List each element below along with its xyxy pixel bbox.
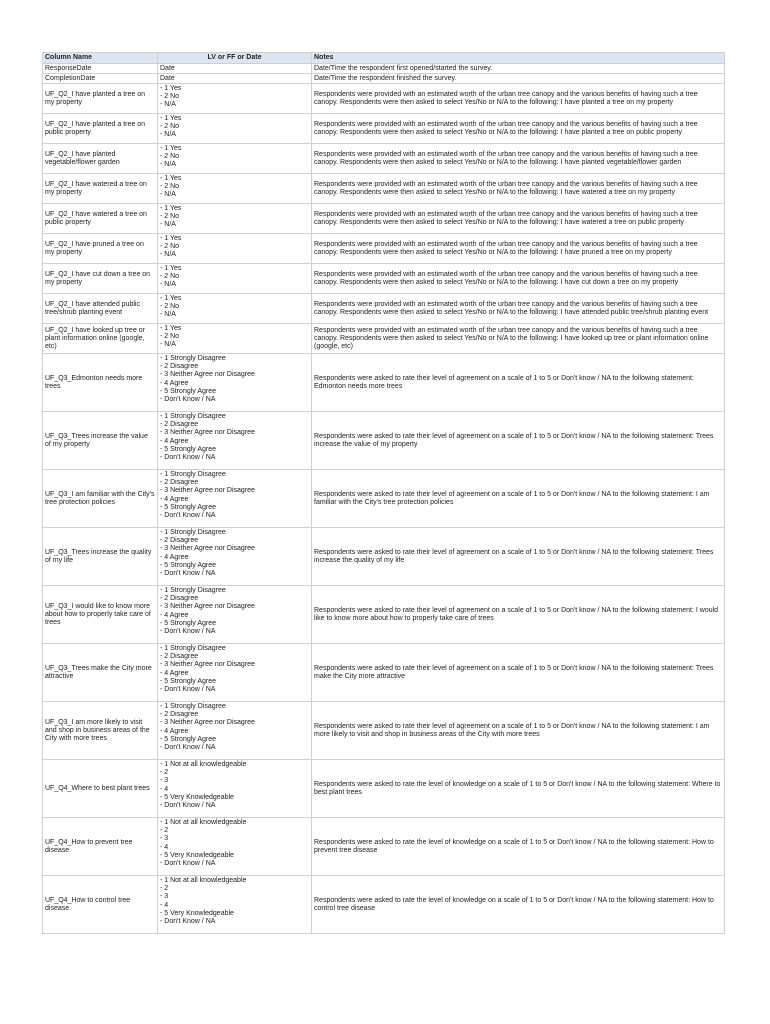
notes-cell: Respondents were asked to rate their level of agreement on a scale of 1 to 5 or Don't know / NA to the following statement: Trees increase the quality of my life [312, 528, 725, 586]
notes-cell: Respondents were asked to rate their level of agreement on a scale of 1 to 5 or Don't know / NA to the following statement: I am familiar with the City's tree protection policies [312, 470, 725, 528]
notes-cell: Respondents were asked to rate the level of knowledge on a scale of 1 to 5 or Don't know / NA to the following statement: Where to best plant trees [312, 760, 725, 818]
table-row [43, 114, 725, 144]
column-name-cell: UF_Q2_I have watered a tree on my property [43, 174, 158, 204]
column-name-cell: UF_Q2_I have watered a tree on public property [43, 204, 158, 234]
header-notes: Notes [312, 53, 725, 64]
notes-cell: Respondents were asked to rate their level of agreement on a scale of 1 to 5 or Don't know / NA to the following statement: I would like to know more about how to properly take care of trees [312, 586, 725, 644]
values-cell: - 1 Yes - 2 No - N/A [158, 234, 312, 264]
table-row [43, 324, 725, 354]
table-row [43, 876, 725, 934]
notes-cell: Respondents were provided with an estimated worth of the urban tree canopy and the various benefits of having such a tree canopy. Respondents were then asked to select Yes/No or N/A to the following: I have attended public tree/shrub planting event [312, 294, 725, 324]
values-cell: - 1 Yes - 2 No - N/A [158, 204, 312, 234]
table-row [43, 412, 725, 470]
column-name-cell: UF_Q2_I have cut down a tree on my property [43, 264, 158, 294]
values-cell: - 1 Not at all knowledgeable - 2 - 3 - 4 - 5 Very Knowledgeable - Don't Know / NA [158, 760, 312, 818]
notes-cell: Respondents were provided with an estimated worth of the urban tree canopy and the various benefits of having such a tree canopy. Respondents were then asked to select Yes/No or N/A to the following: I have watered a tree on public property [312, 204, 725, 234]
values-cell: - 1 Strongly Disagree - 2 Disagree - 3 Neither Agree nor Disagree - 4 Agree - 5 Strongly Agree - Don't Know / NA [158, 412, 312, 470]
notes-cell: Date/Time the respondent finished the survey. [312, 74, 725, 84]
header-values: LV or FF or Date [158, 53, 312, 64]
values-cell: - 1 Strongly Disagree - 2 Disagree - 3 Neither Agree nor Disagree - 4 Agree - 5 Strongly Agree - Don't Know / NA [158, 354, 312, 412]
column-name-cell: UF_Q2_I have planted vegetable/flower garden [43, 144, 158, 174]
table-row [43, 586, 725, 644]
column-name-cell: UF_Q2_I have planted a tree on my property [43, 84, 158, 114]
values-cell: - 1 Strongly Disagree - 2 Disagree - 3 Neither Agree nor Disagree - 4 Agree - 5 Strongly Agree - Don't Know / NA [158, 470, 312, 528]
notes-cell: Respondents were provided with an estimated worth of the urban tree canopy and the various benefits of having such a tree canopy. Respondents were then asked to select Yes/No or N/A to the following: I have planted a tree on public property [312, 114, 725, 144]
notes-cell: Respondents were asked to rate their level of agreement on a scale of 1 to 5 or Don't know / NA to the following statement: Edmonton needs more trees [312, 354, 725, 412]
table-row [43, 64, 725, 74]
table-row [43, 760, 725, 818]
column-name-cell: UF_Q4_Where to best plant trees [43, 760, 158, 818]
column-name-cell: UF_Q3_Edmonton needs more trees [43, 354, 158, 412]
notes-cell: Respondents were provided with an estimated worth of the urban tree canopy and the various benefits of having such a tree canopy. Respondents were then asked to select Yes/No or N/A to the following: I have pruned a tree on my property [312, 234, 725, 264]
column-name-cell: UF_Q2_I have pruned a tree on my property [43, 234, 158, 264]
table-row [43, 702, 725, 760]
notes-cell: Respondents were asked to rate their level of agreement on a scale of 1 to 5 or Don't know / NA to the following statement: Trees make the City more attractive [312, 644, 725, 702]
table-row [43, 470, 725, 528]
values-cell: - 1 Strongly Disagree - 2 Disagree - 3 Neither Agree nor Disagree - 4 Agree - 5 Strongly Agree - Don't Know / NA [158, 528, 312, 586]
notes-cell: Date/Time the respondent first opened/started the survey. [312, 64, 725, 74]
values-cell: - 1 Yes - 2 No - N/A [158, 144, 312, 174]
table-row [43, 644, 725, 702]
column-name-cell: UF_Q2_I have looked up tree or plant information online (google, etc) [43, 324, 158, 354]
notes-cell: Respondents were asked to rate their level of agreement on a scale of 1 to 5 or Don't know / NA to the following statement: Trees increase the value of my property [312, 412, 725, 470]
header-column-name: Column Name [43, 53, 158, 64]
column-name-cell: UF_Q4_How to control tree disease [43, 876, 158, 934]
column-name-cell: UF_Q4_How to prevent tree disease [43, 818, 158, 876]
column-name-cell: UF_Q3_I would like to know more about how to properly take care of trees [43, 586, 158, 644]
column-name-cell: UF_Q3_Trees increase the quality of my life [43, 528, 158, 586]
column-name-cell: UF_Q2_I have planted a tree on public property [43, 114, 158, 144]
values-cell: - 1 Yes - 2 No - N/A [158, 324, 312, 354]
notes-cell: Respondents were asked to rate their level of agreement on a scale of 1 to 5 or Don't know / NA to the following statement: I am more likely to visit and shop in business areas of the City with more trees [312, 702, 725, 760]
table-row [43, 234, 725, 264]
notes-cell: Respondents were asked to rate the level of knowledge on a scale of 1 to 5 or Don't know / NA to the following statement: How to prevent tree disease [312, 818, 725, 876]
column-name-cell: UF_Q3_I am familiar with the City's tree protection policies [43, 470, 158, 528]
values-cell: - 1 Strongly Disagree - 2 Disagree - 3 Neither Agree nor Disagree - 4 Agree - 5 Strongly Agree - Don't Know / NA [158, 702, 312, 760]
values-cell: Date [158, 74, 312, 84]
table-row [43, 818, 725, 876]
notes-cell: Respondents were asked to rate the level of knowledge on a scale of 1 to 5 or Don't know / NA to the following statement: How to control tree disease [312, 876, 725, 934]
notes-cell: Respondents were provided with an estimated worth of the urban tree canopy and the various benefits of having such a tree canopy. Respondents were then asked to select Yes/No or N/A to the following: I have looked up tree or plant information online (google, etc) [312, 324, 725, 354]
table-row [43, 74, 725, 84]
values-cell: - 1 Yes - 2 No - N/A [158, 84, 312, 114]
values-cell: - 1 Yes - 2 No - N/A [158, 114, 312, 144]
column-name-cell: ResponseDate [43, 64, 158, 74]
notes-cell: Respondents were provided with an estimated worth of the urban tree canopy and the various benefits of having such a tree canopy. Respondents were then asked to select Yes/No or N/A to the following: I have cut down a tree on my property [312, 264, 725, 294]
column-name-cell: UF_Q3_Trees increase the value of my property [43, 412, 158, 470]
notes-cell: Respondents were provided with an estimated worth of the urban tree canopy and the various benefits of having such a tree canopy. Respondents were then asked to select Yes/No or N/A to the following: I have planted a tree on my property [312, 84, 725, 114]
values-cell: - 1 Yes - 2 No - N/A [158, 264, 312, 294]
column-name-cell: CompletionDate [43, 74, 158, 84]
table-row [43, 144, 725, 174]
header-row [43, 53, 725, 64]
column-name-cell: UF_Q3_I am more likely to visit and shop in business areas of the City with more trees [43, 702, 158, 760]
data-dictionary-table [42, 52, 725, 934]
table-row [43, 174, 725, 204]
table-row [43, 354, 725, 412]
values-cell: - 1 Yes - 2 No - N/A [158, 174, 312, 204]
notes-cell: Respondents were provided with an estimated worth of the urban tree canopy and the various benefits of having such a tree canopy. Respondents were then asked to select Yes/No or N/A to the following: I have planted vegetable/flower garden [312, 144, 725, 174]
notes-cell: Respondents were provided with an estimated worth of the urban tree canopy and the various benefits of having such a tree canopy. Respondents were then asked to select Yes/No or N/A to the following: I have watered a tree on my property [312, 174, 725, 204]
table-row [43, 204, 725, 234]
table-row [43, 528, 725, 586]
values-cell: Date [158, 64, 312, 74]
table-row [43, 264, 725, 294]
column-name-cell: UF_Q2_I have attended public tree/shrub planting event [43, 294, 158, 324]
values-cell: - 1 Yes - 2 No - N/A [158, 294, 312, 324]
table-row [43, 84, 725, 114]
column-name-cell: UF_Q3_Trees make the City more attractive [43, 644, 158, 702]
values-cell: - 1 Not at all knowledgeable - 2 - 3 - 4 - 5 Very Knowledgeable - Don't Know / NA [158, 876, 312, 934]
values-cell: - 1 Not at all knowledgeable - 2 - 3 - 4 - 5 Very Knowledgeable - Don't Know / NA [158, 818, 312, 876]
table-body [43, 64, 725, 934]
table-row [43, 294, 725, 324]
values-cell: - 1 Strongly Disagree - 2 Disagree - 3 Neither Agree nor Disagree - 4 Agree - 5 Strongly Agree - Don't Know / NA [158, 586, 312, 644]
values-cell: - 1 Strongly Disagree - 2 Disagree - 3 Neither Agree nor Disagree - 4 Agree - 5 Strongly Agree - Don't Know / NA [158, 644, 312, 702]
